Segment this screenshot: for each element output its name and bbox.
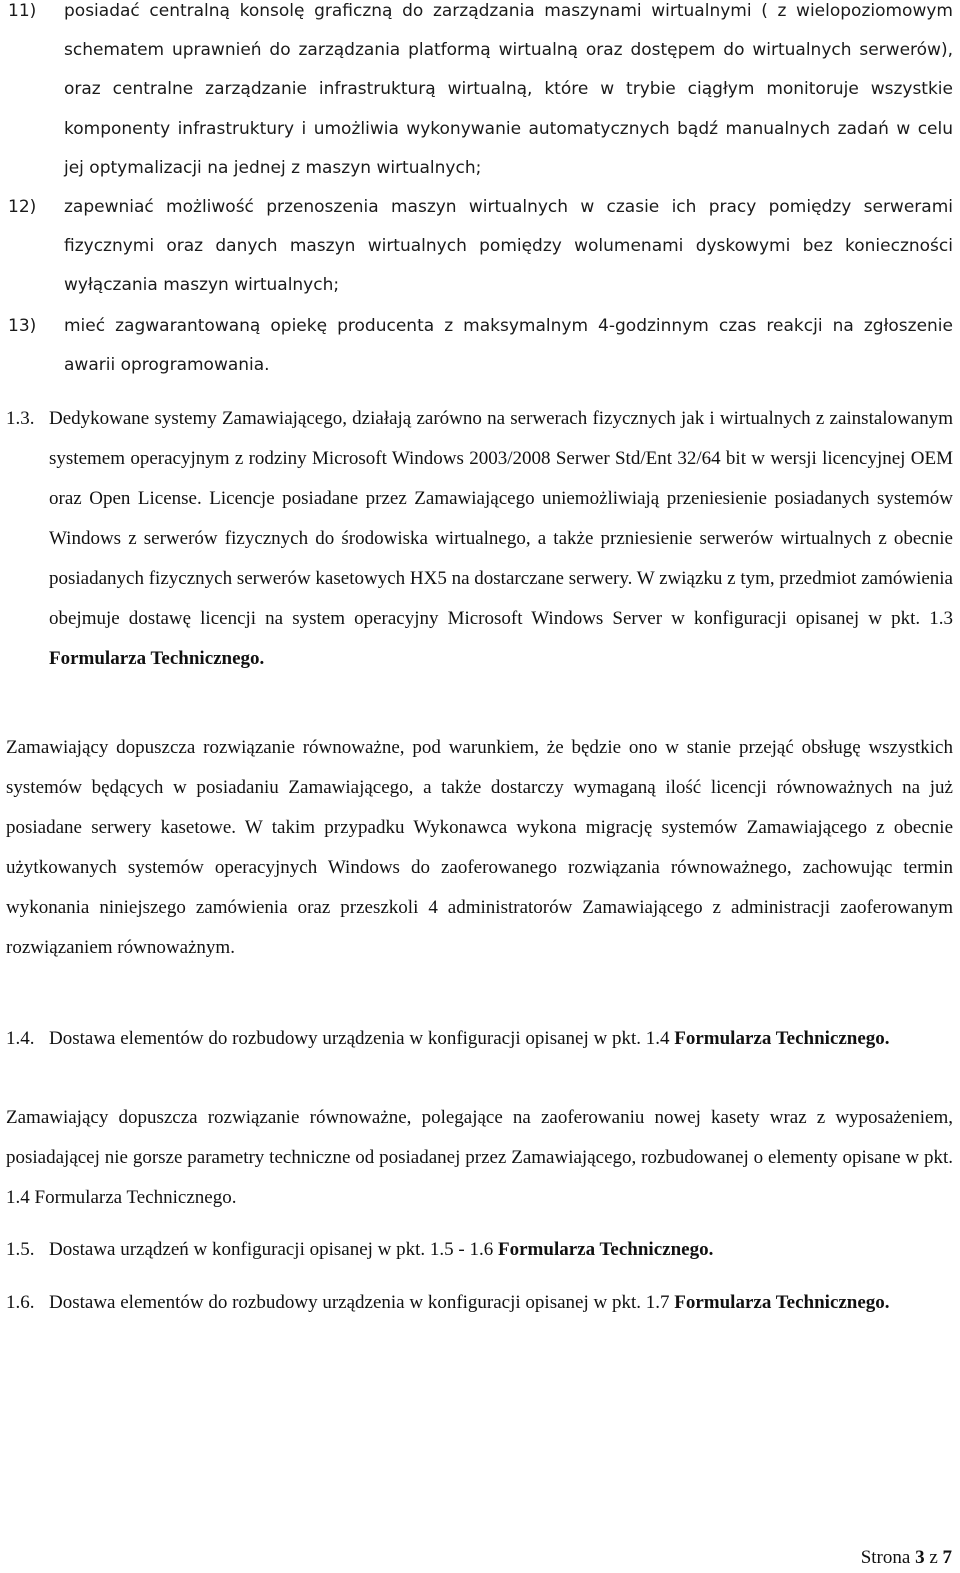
section-text: Dostawa elementów do rozbudowy urządzenia w konfiguracji opisanej w pkt. 1.4 Formularza Technicznego.	[49, 1028, 890, 1049]
page-footer: Strona 3 z 7	[860, 1547, 952, 1568]
list-item-text: mieć zagwarantowaną opiekę producenta z maksymalnym 4-godzinnym czas reakcji na zgłoszenie awarii oprogramowania.	[64, 316, 953, 376]
section-number: 1.6.	[6, 1292, 35, 1313]
section-text: Dostawa urządzeń w konfiguracji opisanej w pkt. 1.5 - 1.6 Formularza Technicznego.	[49, 1239, 714, 1260]
paragraph-new-cassette: Zamawiający dopuszcza rozwiązanie równoważne, polegające na zaoferowaniu nowej kasety wraz z wyposażeniem, posiadającej nie gorsze parametry techniczne od posiadanej przez Zamawiającego, rozbudowanej o elementy opisane w pkt. 1.4 Formularza Technicznego.	[6, 1107, 953, 1208]
section-1-3	[6, 399, 953, 679]
list-item-number: 11)	[8, 1, 37, 21]
section-number: 1.3.	[6, 408, 35, 429]
section-number: 1.5.	[6, 1239, 35, 1260]
current-page-number: 3	[915, 1547, 925, 1568]
list-item-text: zapewniać możliwość przenoszenia maszyn wirtualnych w czasie ich pracy pomiędzy serwerami fizycznymi oraz danych maszyn wirtualnych pomiędzy wolumenami dyskowymi bez konieczności wyłączania maszyn wirtualnych;	[64, 197, 953, 296]
section-text: Dedykowane systemy Zamawiającego, działają zarówno na serwerach fizycznych jak i wirtualnych z zainstalowanym systemem operacyjnym z rodziny Microsoft Windows 2003/2008 Serwer Std/Ent 32/64 bit w wersji licencyjnej OEM oraz Open License. Licencje posiadane przez Zamawiającego uniemożliwiają przeniesienie posiadanych systemów Windows z serwerów fizycznych do środowiska wirtualnego, a także przniesienie serwerów wirtualnych z obecnie posiadanych fizycznych serwerów kasetowych HX5 na dostarczane serwery. W związku z tym, przedmiot zamówienia obejmuje dostawę licencji na system operacyjny Microsoft Windows Server w konfiguracji opisanej w pkt. 1.3 Formularza Technicznego.	[49, 408, 953, 669]
section-reference-bold: Formularza Technicznego.	[49, 648, 265, 669]
section-text: Dostawa elementów do rozbudowy urządzenia w konfiguracji opisanej w pkt. 1.7 Formularza Technicznego.	[49, 1292, 890, 1313]
section-reference-bold: Formularza Technicznego.	[498, 1239, 714, 1260]
section-1-6	[6, 1283, 953, 1323]
paragraph-equivalent-solution: Zamawiający dopuszcza rozwiązanie równoważne, pod warunkiem, że będzie ono w stanie przejąć obsługę wszystkich systemów będących w posiadaniu Zamawiającego, a także dostarczy wymaganą ilość licencji równoważnych na już posiadane serwery kasetowe. W takim przypadku Wykonawca wykona migrację systemów Zamawiającego z obecnie użytkowanych systemów operacyjnych Windows do zaoferowanego rozwiązania równoważnego, zachowując termin wykonania niniejszego zamówienia oraz przeszkoli 4 administratorów Zamawiającego z administracji zaoferowanym rozwiązaniem równoważnym.	[6, 737, 953, 958]
section-1-5	[6, 1230, 953, 1270]
list-item-12	[8, 188, 953, 306]
section-1-4	[6, 1019, 953, 1059]
section-reference-bold: Formularza Technicznego.	[674, 1292, 890, 1313]
list-item-text: posiadać centralną konsolę graficzną do zarządzania maszynami wirtualnymi ( z wielopoziomowym schematem uprawnień do zarządzania platformą wirtualną oraz dostępem do wirtualnych serwerów), oraz centralne zarządzanie infrastrukturą wirtualną, które w trybie ciągłym monitoruje wszystkie komponenty infrastruktury i umożliwia wykonywanie automatycznych bądź manualnych zadań w celu jej optymalizacji na jednej z maszyn wirtualnych;	[64, 1, 953, 178]
list-item-13	[8, 307, 953, 385]
section-number: 1.4.	[6, 1028, 35, 1049]
list-item-number: 13)	[8, 316, 37, 336]
total-pages-number: 7	[942, 1547, 952, 1568]
section-reference-bold: Formularza Technicznego.	[674, 1028, 890, 1049]
list-item-number: 12)	[8, 197, 37, 217]
list-item-11	[8, 0, 953, 188]
